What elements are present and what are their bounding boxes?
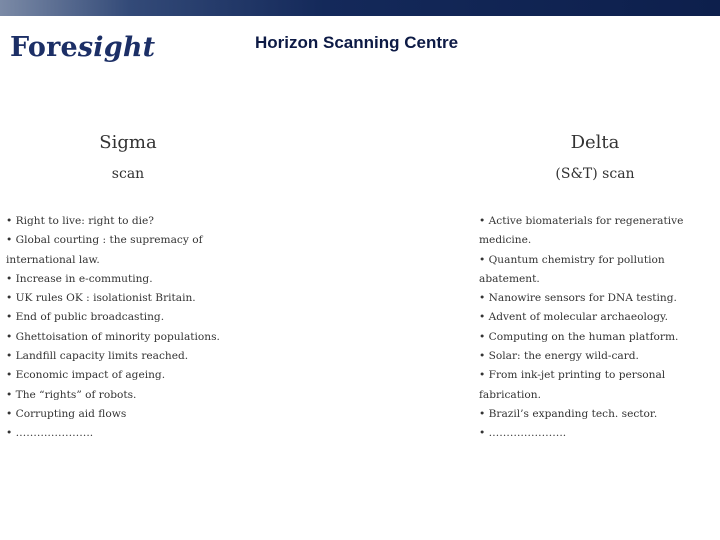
logo-text-plain: Fore [10,32,78,63]
list-item: • Nanowire sensors for DNA testing. [479,289,715,308]
list-item: • Right to live: right to die? [6,212,250,231]
list-item: • Global courting : the supremacy of international law. [6,231,250,270]
logo-text-italic: sight [77,32,156,63]
list-item: • Brazil’s expanding tech. sector. [479,405,715,424]
list-item: • …………………. [6,424,250,443]
foresight-logo [10,32,155,63]
page-title: Horizon Scanning Centre [255,33,459,52]
list-item: • Quantum chemistry for pollution abatement. [479,251,715,290]
sigma-scan-list [6,212,250,444]
list-item: • Solar: the energy wild-card. [479,347,715,366]
sigma-heading: Sigma [99,132,157,153]
delta-subheading: (S&T) scan [555,166,635,182]
list-item: • Ghettoisation of minority populations. [6,328,250,347]
list-item: • The “rights” of robots. [6,386,250,405]
list-item: • UK rules OK : isolationist Britain. [6,289,250,308]
top-banner-bar [0,0,720,16]
list-item: • Active biomaterials for regenerative medicine. [479,212,715,251]
list-item: • …………………. [479,424,715,443]
list-item: • End of public broadcasting. [6,308,250,327]
list-item: • Advent of molecular archaeology. [479,308,715,327]
delta-scan-list [479,212,715,444]
list-item: • Landfill capacity limits reached. [6,347,250,366]
list-item: • Computing on the human platform. [479,328,715,347]
list-item: • Economic impact of ageing. [6,366,250,385]
delta-heading: Delta [570,132,620,153]
list-item: • From ink-jet printing to personal fabrication. [479,366,715,405]
list-item: • Increase in e-commuting. [6,270,250,289]
sigma-subheading: scan [111,166,145,182]
list-item: • Corrupting aid flows [6,405,250,424]
